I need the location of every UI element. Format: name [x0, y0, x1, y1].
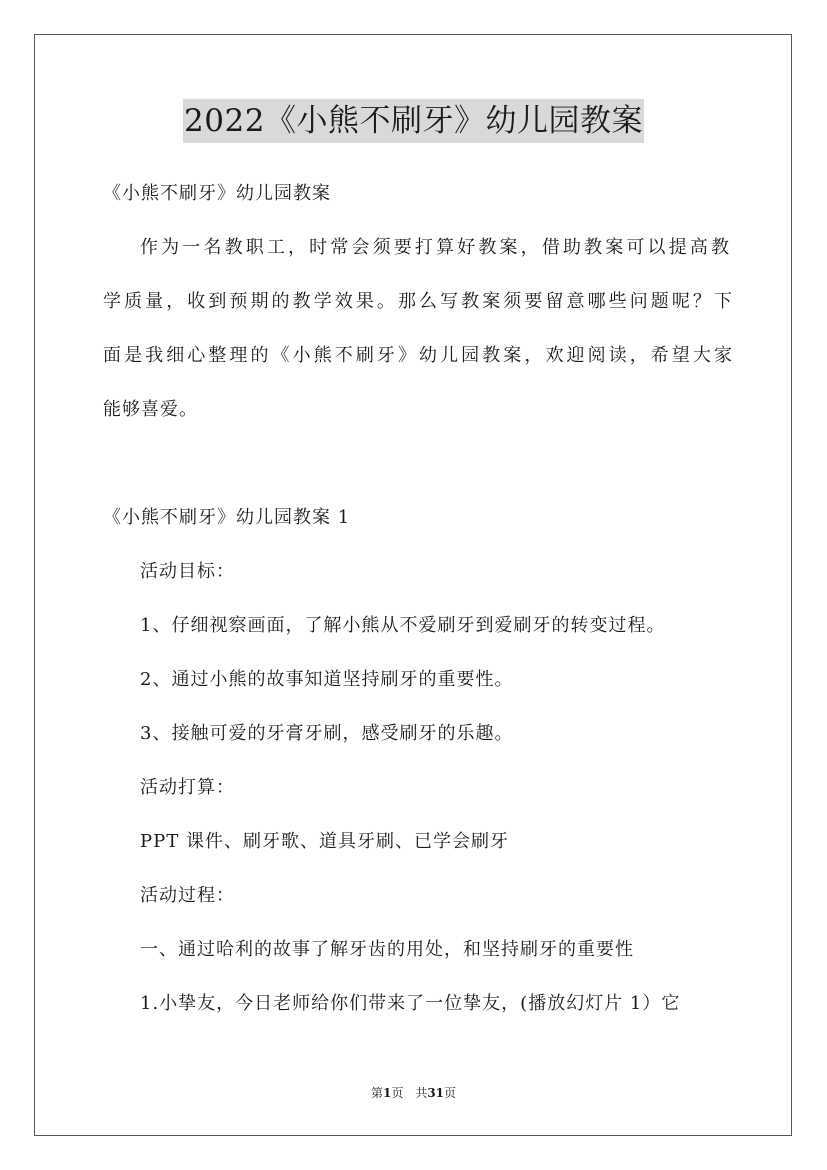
footer-total-pages: 31 [427, 1086, 445, 1100]
footer-prefix: 第 [370, 1086, 383, 1100]
goal-item-3: 3、接触可爱的牙膏牙刷，感受刷牙的乐趣。 [140, 723, 514, 744]
prep-heading: 活动打算： [140, 777, 235, 798]
subtitle: 《小熊不刷牙》幼儿园教案 [103, 183, 331, 204]
goals-heading: 活动目标： [140, 561, 235, 582]
page-footer [0, 1085, 827, 1101]
goal-item-2: 2、通过小熊的故事知道坚持刷牙的重要性。 [140, 669, 514, 690]
intro-line-3: 面是我细心整理的《小熊不刷牙》幼儿园教案，欢迎阅读，希望大家 [103, 345, 733, 366]
footer-suffix: 页 [444, 1086, 457, 1100]
process-heading: 活动过程： [140, 885, 235, 906]
footer-page-number: 1 [382, 1086, 392, 1100]
intro-line-4: 能够喜爱。 [103, 399, 198, 420]
section-heading: 《小熊不刷牙》幼儿园教案 1 [103, 507, 351, 528]
process-step-1: 一、通过哈利的故事了解牙齿的用处，和坚持刷牙的重要性 [140, 939, 634, 960]
process-step-1-1: 1.小挚友，今日老师给你们带来了一位挚友，(播放幻灯片 1）它 [140, 993, 681, 1014]
title-container [0, 99, 827, 143]
goal-item-1: 1、仔细视察画面，了解小熊从不爱刷牙到爱刷牙的转变过程。 [140, 615, 666, 636]
document-title: 2022《小熊不刷牙》幼儿园教案 [183, 99, 644, 143]
prep-text: PPT 课件、刷牙歌、道具牙刷、已学会刷牙 [140, 831, 509, 852]
intro-line-2: 学质量，收到预期的教学效果。那么写教案须要留意哪些问题呢？下 [103, 291, 733, 312]
intro-line-1: 作为一名教职工，时常会须要打算好教案，借助教案可以提高教 [140, 237, 730, 258]
footer-mid: 页 共 [391, 1086, 428, 1100]
